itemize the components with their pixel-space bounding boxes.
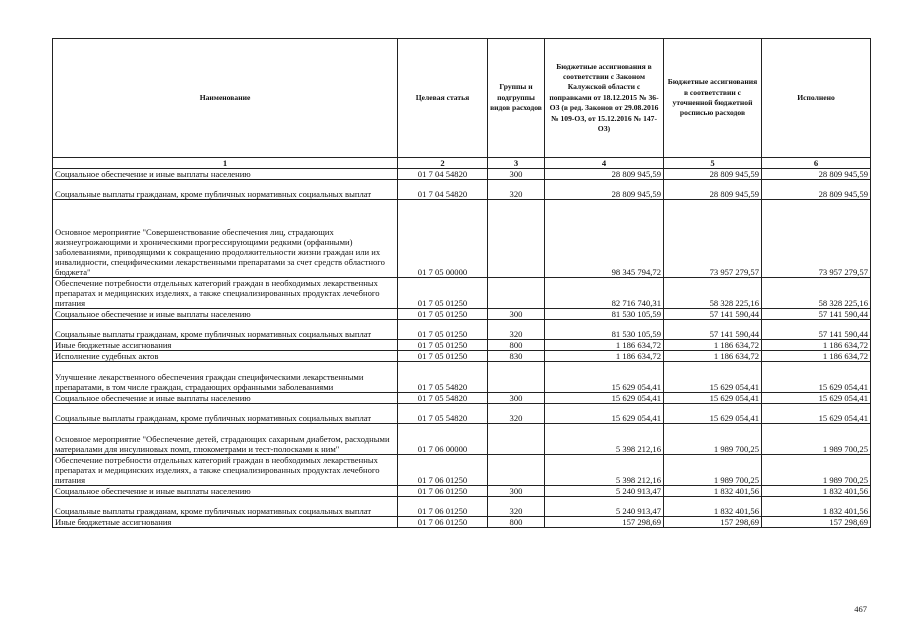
row-executed: 1 186 634,72: [762, 340, 871, 351]
column-number: 4: [545, 158, 664, 169]
table-row: [53, 424, 871, 455]
table-row: [53, 320, 871, 340]
row-name: Обеспечение потребности отдельных категорий граждан в необходимых лекарственных препаратах и медицинских изделиях, а также специализированных продуктах лечебного питания: [53, 278, 398, 309]
row-budget-law: 15 629 054,41: [545, 393, 664, 404]
row-budget-law: 1 186 634,72: [545, 340, 664, 351]
row-name: Улучшение лекарственного обеспечения граждан специфическими лекарственными препаратами, в том числе граждан, страдающих орфанными заболеваниями: [53, 362, 398, 393]
table-row: [53, 351, 871, 362]
column-number: 5: [664, 158, 762, 169]
row-expense-group: [488, 424, 545, 455]
table-row: [53, 393, 871, 404]
row-budget-list: 1 186 634,72: [664, 340, 762, 351]
row-budget-list: 15 629 054,41: [664, 362, 762, 393]
row-budget-list: 57 141 590,44: [664, 320, 762, 340]
row-budget-list: 15 629 054,41: [664, 404, 762, 424]
row-expense-group: 320: [488, 497, 545, 517]
row-budget-law: 157 298,69: [545, 517, 664, 528]
row-budget-list: 1 989 700,25: [664, 455, 762, 486]
row-budget-law: 98 345 794,72: [545, 200, 664, 278]
row-expense-group: [488, 278, 545, 309]
table-row: [53, 180, 871, 200]
row-budget-law: 28 809 945,59: [545, 169, 664, 180]
row-budget-law: 1 186 634,72: [545, 351, 664, 362]
page-number: 467: [854, 604, 867, 614]
row-name: Основное мероприятие "Совершенствование обеспечения лиц, страдающих жизнеугрожающими и хроническими прогрессирующими редкими (орфанными) заболеваниями, приводящими к сокращению продолжительности жизни граждан или их инвалидности, специфическими лекарственными препаратами за счет средств областного бюджета": [53, 200, 398, 278]
row-name: Социальное обеспечение и иные выплаты населению: [53, 169, 398, 180]
row-name: Социальные выплаты гражданам, кроме публичных нормативных социальных выплат: [53, 404, 398, 424]
row-target-article: 01 7 05 01250: [398, 320, 488, 340]
row-expense-group: 300: [488, 169, 545, 180]
row-executed: 15 629 054,41: [762, 393, 871, 404]
row-budget-law: 82 716 740,31: [545, 278, 664, 309]
row-executed: 157 298,69: [762, 517, 871, 528]
column-number-row: [53, 158, 871, 169]
row-executed: 15 629 054,41: [762, 362, 871, 393]
row-budget-list: 58 328 225,16: [664, 278, 762, 309]
row-name: Основное мероприятие "Обеспечение детей, страдающих сахарным диабетом, расходными материалами для инсулиновых помп, глюкометрами и тест-полосками к ним": [53, 424, 398, 455]
row-expense-group: 300: [488, 309, 545, 320]
row-target-article: 01 7 05 54820: [398, 404, 488, 424]
row-target-article: 01 7 05 00000: [398, 200, 488, 278]
row-budget-list: 1 989 700,25: [664, 424, 762, 455]
row-expense-group: 800: [488, 340, 545, 351]
table-row: [53, 340, 871, 351]
row-executed: 57 141 590,44: [762, 320, 871, 340]
row-budget-list: 73 957 279,57: [664, 200, 762, 278]
header-name: Наименование: [53, 39, 398, 158]
row-name: Иные бюджетные ассигнования: [53, 517, 398, 528]
row-budget-list: 157 298,69: [664, 517, 762, 528]
budget-table: [52, 38, 871, 528]
row-budget-law: 5 240 913,47: [545, 486, 664, 497]
row-budget-list: 28 809 945,59: [664, 169, 762, 180]
row-budget-list: 15 629 054,41: [664, 393, 762, 404]
row-budget-list: 57 141 590,44: [664, 309, 762, 320]
row-name: Социальное обеспечение и иные выплаты населению: [53, 486, 398, 497]
column-number: 1: [53, 158, 398, 169]
row-executed: 1 186 634,72: [762, 351, 871, 362]
row-name: Обеспечение потребности отдельных категорий граждан в необходимых лекарственных препаратах и медицинских изделиях, а также специализированных продуктах лечебного питания: [53, 455, 398, 486]
table-row: [53, 517, 871, 528]
row-executed: 73 957 279,57: [762, 200, 871, 278]
row-target-article: 01 7 04 54820: [398, 169, 488, 180]
row-budget-law: 5 398 212,16: [545, 424, 664, 455]
row-budget-list: 1 832 401,56: [664, 497, 762, 517]
row-executed: 28 809 945,59: [762, 180, 871, 200]
table-row: [53, 362, 871, 393]
column-number: 3: [488, 158, 545, 169]
row-executed: 1 832 401,56: [762, 486, 871, 497]
row-budget-law: 28 809 945,59: [545, 180, 664, 200]
table-row: [53, 200, 871, 278]
table-row: [53, 486, 871, 497]
column-number: 2: [398, 158, 488, 169]
header-executed: Исполнено: [762, 39, 871, 158]
row-target-article: 01 7 06 01250: [398, 517, 488, 528]
row-name: Исполнение судебных актов: [53, 351, 398, 362]
row-target-article: 01 7 05 01250: [398, 309, 488, 320]
row-target-article: 01 7 05 01250: [398, 351, 488, 362]
table-row: [53, 278, 871, 309]
row-name: Социальное обеспечение и иные выплаты населению: [53, 393, 398, 404]
row-target-article: 01 7 06 00000: [398, 424, 488, 455]
row-target-article: 01 7 04 54820: [398, 180, 488, 200]
row-budget-law: 15 629 054,41: [545, 362, 664, 393]
table-row: [53, 169, 871, 180]
row-expense-group: [488, 362, 545, 393]
row-expense-group: [488, 455, 545, 486]
row-budget-list: 28 809 945,59: [664, 180, 762, 200]
row-expense-group: 320: [488, 320, 545, 340]
table-row: [53, 497, 871, 517]
row-budget-law: 81 530 105,59: [545, 320, 664, 340]
row-target-article: 01 7 05 54820: [398, 393, 488, 404]
row-executed: 57 141 590,44: [762, 309, 871, 320]
row-target-article: 01 7 06 01250: [398, 455, 488, 486]
column-number: 6: [762, 158, 871, 169]
row-budget-law: 81 530 105,59: [545, 309, 664, 320]
table-row: [53, 455, 871, 486]
row-name: Иные бюджетные ассигнования: [53, 340, 398, 351]
header-target-article: Целевая статья: [398, 39, 488, 158]
row-expense-group: 300: [488, 393, 545, 404]
row-executed: 1 832 401,56: [762, 497, 871, 517]
row-name: Социальные выплаты гражданам, кроме публичных нормативных социальных выплат: [53, 320, 398, 340]
row-budget-law: 5 240 913,47: [545, 497, 664, 517]
row-executed: 1 989 700,25: [762, 455, 871, 486]
row-name: Социальные выплаты гражданам, кроме публичных нормативных социальных выплат: [53, 497, 398, 517]
row-budget-law: 5 398 212,16: [545, 455, 664, 486]
table-row: [53, 404, 871, 424]
row-expense-group: 320: [488, 180, 545, 200]
row-name: Социальное обеспечение и иные выплаты населению: [53, 309, 398, 320]
header-budget-list: Бюджетные ассигнования в соответствии с уточненной бюджетной росписью расходов: [664, 39, 762, 158]
row-expense-group: 320: [488, 404, 545, 424]
row-name: Социальные выплаты гражданам, кроме публичных нормативных социальных выплат: [53, 180, 398, 200]
row-executed: 1 989 700,25: [762, 424, 871, 455]
row-target-article: 01 7 06 01250: [398, 486, 488, 497]
header-expense-groups: Группы и подгруппы видов расходов: [488, 39, 545, 158]
row-budget-law: 15 629 054,41: [545, 404, 664, 424]
row-target-article: 01 7 05 54820: [398, 362, 488, 393]
row-executed: 15 629 054,41: [762, 404, 871, 424]
table-row: [53, 309, 871, 320]
row-budget-list: 1 832 401,56: [664, 486, 762, 497]
row-expense-group: [488, 200, 545, 278]
row-executed: 58 328 225,16: [762, 278, 871, 309]
row-expense-group: 830: [488, 351, 545, 362]
row-target-article: 01 7 06 01250: [398, 497, 488, 517]
row-budget-list: 1 186 634,72: [664, 351, 762, 362]
row-target-article: 01 7 05 01250: [398, 278, 488, 309]
row-expense-group: 300: [488, 486, 545, 497]
row-target-article: 01 7 05 01250: [398, 340, 488, 351]
row-expense-group: 800: [488, 517, 545, 528]
header-budget-law: Бюджетные ассигнования в соответствии с Законом Калужской области с поправками от 18.12.2015 № 36-ОЗ (в ред. Законов от 29.08.2016 № 109-ОЗ, от 15.12.2016 № 147-ОЗ): [545, 39, 664, 158]
row-executed: 28 809 945,59: [762, 169, 871, 180]
